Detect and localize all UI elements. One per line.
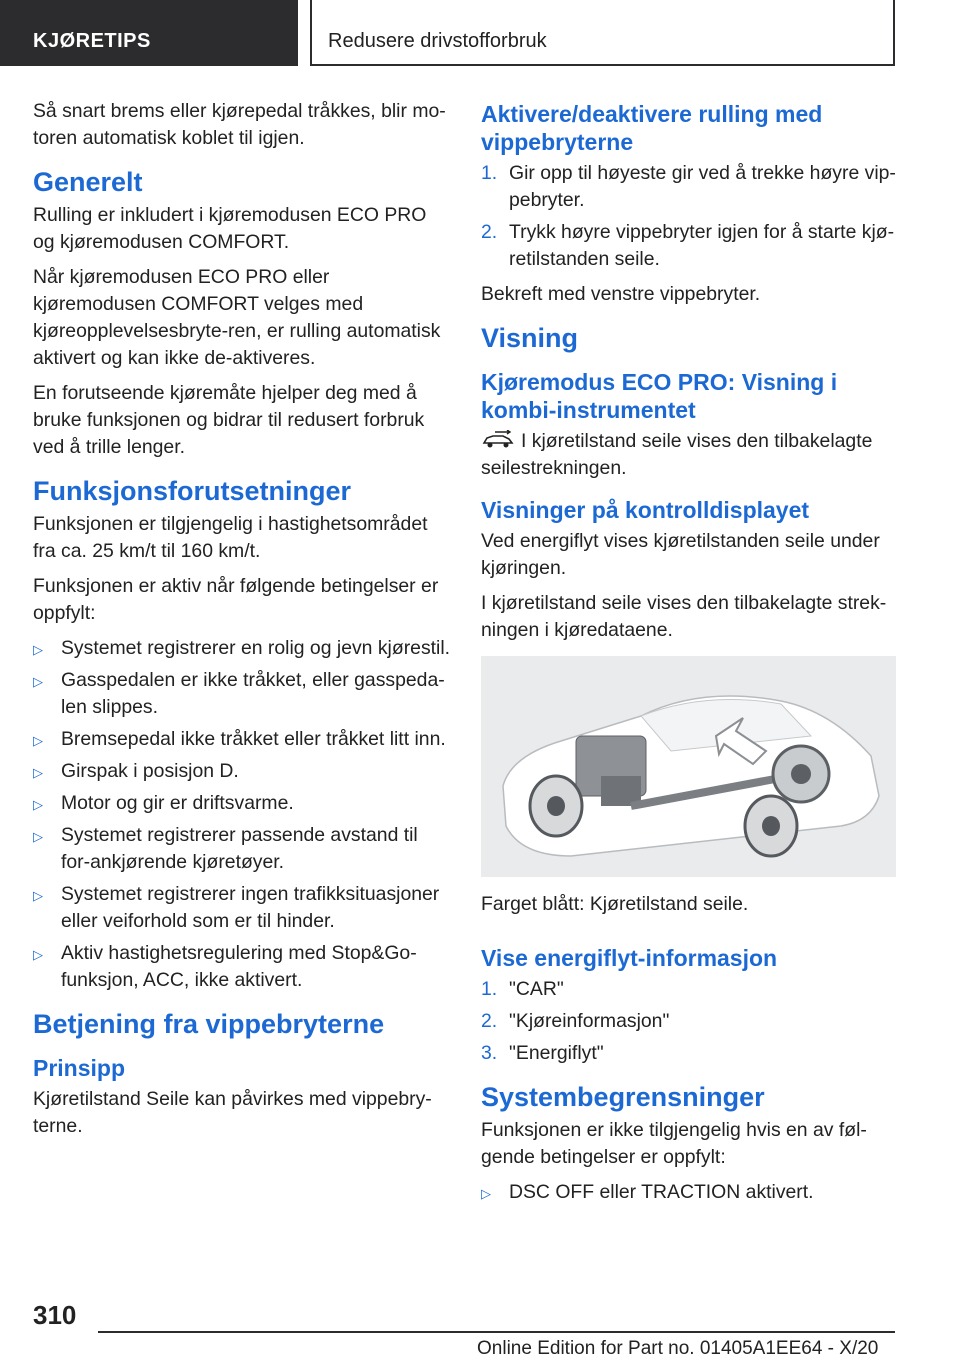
heading-aktivere: Aktivere/deaktivere rulling med vippebryterne <box>481 101 823 155</box>
forutsetninger-p2: Funksjonen er aktiv når følgende betingelser er oppfylt: <box>33 575 439 624</box>
step-item <box>481 1040 901 1067</box>
list-item-text: Systemet registrerer en rolig og jevn kjørestil. <box>61 637 451 659</box>
footer-divider <box>98 1331 895 1333</box>
list-item <box>33 881 451 935</box>
car-illustration-graphic <box>481 656 896 877</box>
left-column <box>33 98 451 1148</box>
header-title-box <box>310 0 895 66</box>
visning-p2: Ved energiflyt vises kjøretilstanden seile under kjøringen. <box>481 530 880 579</box>
car-drivetrain-illustration <box>481 656 896 877</box>
heading-visning: Visning <box>481 323 579 353</box>
list-item <box>481 1179 901 1206</box>
step-text: "Kjøreinformasjon" <box>509 1010 670 1032</box>
triangle-bullet-icon: ▷ <box>33 947 43 962</box>
list-item <box>33 940 451 994</box>
visning-p3: I kjøretilstand seile vises den tilbakelagte strek-ningen i kjøredataene. <box>481 592 887 641</box>
step-item <box>481 1008 901 1035</box>
list-item-text: Gasspedalen er ikke tråkket, eller gasspeda-len slippes. <box>61 669 445 718</box>
step-number: 1. <box>481 162 498 184</box>
heading-kombi: Kjøremodus ECO PRO: Visning i kombi-instrumentet <box>481 369 838 423</box>
header-title: Redusere drivstofforbruk <box>328 30 547 52</box>
list-item-text: Aktiv hastighetsregulering med Stop&Go-funksjon, ACC, ikke aktivert. <box>61 942 417 991</box>
heading-betjening: Betjening fra vippebryterne <box>33 1009 385 1039</box>
list-item-text: Motor og gir er driftsvarme. <box>61 792 294 814</box>
visning-p1-text: I kjøretilstand seile vises den tilbakelagte seilestrekningen. <box>481 430 873 479</box>
heading-kontrolldisplay: Visninger på kontrolldisplayet <box>481 497 810 523</box>
heading-funksjonsforutsetninger: Funksjonsforutsetninger <box>33 476 352 506</box>
header-section-tab <box>0 0 298 66</box>
heading-systembegrensninger: Systembegrensninger <box>481 1082 765 1112</box>
triangle-bullet-icon: ▷ <box>481 1186 491 1201</box>
generelt-p2: Når kjøremodusen ECO PRO eller kjøremodusen COMFORT velges med kjøreopplevelsesbryte-ren, er rulling automatisk aktivert og kan ikke de-aktiveres. <box>33 266 441 369</box>
generelt-p1: Rulling er inkludert i kjøremodusen ECO PRO og kjøremodusen COMFORT. <box>33 204 427 253</box>
triangle-bullet-icon: ▷ <box>33 642 43 657</box>
step-text: "Energiflyt" <box>509 1042 604 1064</box>
energiflyt-steps <box>481 976 901 1067</box>
visning-p1 <box>481 428 901 482</box>
aktivere-after: Bekreft med venstre vippebryter. <box>481 283 761 305</box>
figure-caption: Farget blått: Kjøretilstand seile. <box>481 893 749 915</box>
coasting-car-icon <box>481 430 515 450</box>
list-item-text: Girspak i posisjon D. <box>61 760 239 782</box>
step-item <box>481 219 901 273</box>
triangle-bullet-icon: ▷ <box>33 765 43 780</box>
page-number: 310 <box>33 1300 77 1330</box>
aktivere-steps <box>481 160 901 273</box>
step-item <box>481 160 901 214</box>
step-text: Trykk høyre vippebryter igjen for å starte kjø-retilstanden seile. <box>509 221 895 270</box>
step-number: 2. <box>481 1010 498 1032</box>
triangle-bullet-icon: ▷ <box>33 888 43 903</box>
triangle-bullet-icon: ▷ <box>33 829 43 844</box>
step-text: Gir opp til høyeste gir ved å trekke høyre vip-pebryter. <box>509 162 896 211</box>
step-item <box>481 976 901 1003</box>
list-item <box>33 667 451 721</box>
triangle-bullet-icon: ▷ <box>33 797 43 812</box>
betjening-p1: Kjøretilstand Seile kan påvirkes med vippebry-terne. <box>33 1088 432 1137</box>
step-number: 2. <box>481 221 498 243</box>
list-item <box>33 822 451 876</box>
list-item <box>33 758 451 785</box>
list-item <box>33 635 451 662</box>
list-item <box>33 790 451 817</box>
heading-prinsipp: Prinsipp <box>33 1055 126 1081</box>
conditions-list <box>33 635 451 994</box>
begrensninger-list <box>481 1179 901 1206</box>
step-text: "CAR" <box>509 978 564 1000</box>
list-item <box>33 726 451 753</box>
header-section-label: KJØRETIPS <box>33 30 151 52</box>
list-item-text: Systemet registrerer passende avstand til for-ankjørende kjøretøyer. <box>61 824 418 873</box>
step-number: 1. <box>481 978 498 1000</box>
triangle-bullet-icon: ▷ <box>33 674 43 689</box>
list-item-text: DSC OFF eller TRACTION aktivert. <box>509 1181 814 1203</box>
list-item-text: Bremsepedal ikke tråkket eller tråkket litt inn. <box>61 728 446 750</box>
triangle-bullet-icon: ▷ <box>33 733 43 748</box>
heading-generelt: Generelt <box>33 167 143 197</box>
forutsetninger-p1: Funksjonen er tilgjengelig i hastighetsområdet fra ca. 25 km/t til 160 km/t. <box>33 513 428 562</box>
generelt-p3: En forutseende kjøremåte hjelper deg med å bruke funksjonen og bidrar til redusert forbruk ved å trille lenger. <box>33 382 425 458</box>
list-item-text: Systemet registrerer ingen trafikksituasjoner eller veiforhold som er til hinder. <box>61 883 440 932</box>
right-column <box>481 98 901 1214</box>
footer-edition: Online Edition for Part no. 01405A1EE64 - X/20 <box>477 1338 879 1359</box>
intro-paragraph: Så snart brems eller kjørepedal tråkkes, blir mo-toren automatisk koblet til igjen. <box>33 100 446 149</box>
begrensninger-p1: Funksjonen er ikke tilgjengelig hvis en av føl-gende betingelser er oppfylt: <box>481 1119 867 1168</box>
heading-energiflyt: Vise energiflyt-informasjon <box>481 945 778 971</box>
step-number: 3. <box>481 1042 498 1064</box>
